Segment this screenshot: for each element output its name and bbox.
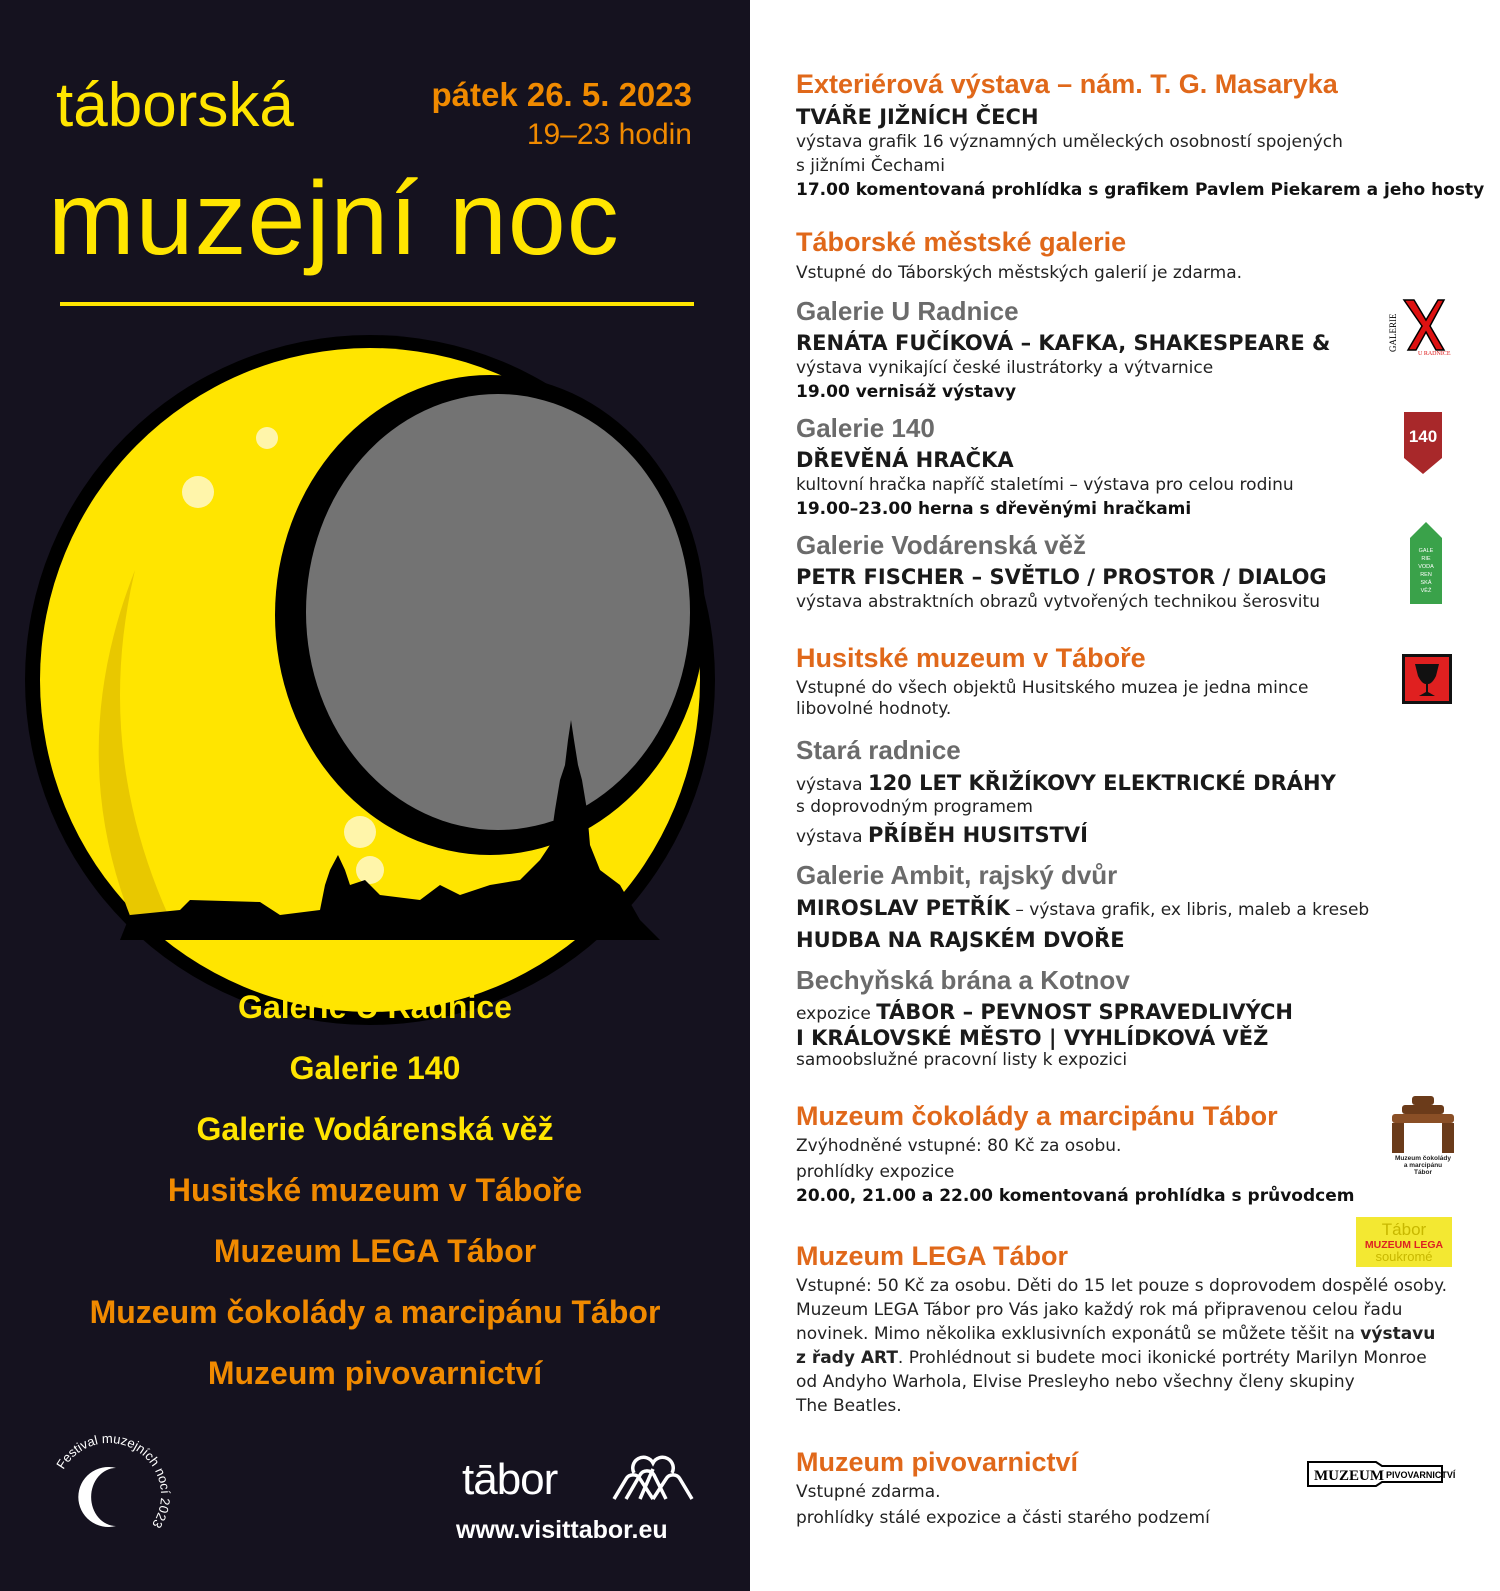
entry-note: Vstupné do Táborských městských galerií je zdarma. [796,263,1243,283]
svg-text:140: 140 [1408,427,1438,446]
venue-item: Muzeum pivovarnictví [207,1355,543,1391]
svg-text:REN: REN [1420,572,1432,578]
lega-text-line: Vstupné: 50 Kč za osobu. Děti do 15 let pouze s doprovodem dospělé osoby. [796,1276,1448,1296]
galerie-u-radnice-logo [1386,298,1451,357]
website-link[interactable]: www.visittabor.eu [456,1516,668,1544]
section-heading: Muzeum pivovarnictví [796,1447,1079,1477]
section-heading: Galerie Ambit, rajský dvůr [796,860,1118,890]
festival-logo [44,1430,174,1560]
muzeum-pivovarnictvi-logo [1306,1458,1456,1488]
tabor-logo-icon [612,1455,694,1501]
vodarenska-vez-logo [1410,522,1442,604]
exhibition-desc: prohlídky stálé expozice a části starého podzemí [796,1508,1210,1528]
section-city-galleries [796,226,1476,285]
event-date: pátek 26. 5. 2023 [431,76,692,113]
section-heading: Galerie 140 [796,413,935,443]
galerie-140-logo [1404,412,1442,474]
exhibition-desc: s doprovodným programem [796,797,1033,817]
exhibition-title: DŘEVĚNÁ HRAČKA [796,448,1014,472]
section-muzeum-cokolady [796,1100,1476,1208]
entry-note: Vstupné zdarma. [796,1482,941,1502]
moon-illustration [20,340,730,940]
svg-text:Tábor: Tábor [1381,1220,1427,1239]
venue-item: Galerie 140 [289,1050,461,1086]
exhibition-desc: výstava grafik 16 významných uměleckých osobností spojených [796,132,1343,152]
venue-item: Husitské muzeum v Táboře [167,1172,583,1208]
lega-text-line: The Beatles. [796,1396,902,1416]
venue-item: Galerie Vodárenská věž [196,1111,554,1147]
venue-item: Muzeum čokolády a marcipánu Tábor [89,1294,661,1330]
exhibition-title: TVÁŘE JIŽNÍCH ČECH [796,105,1039,129]
exhibition-desc: kultovní hračka napříč staletími – výstava pro celou rodinu [796,475,1294,495]
section-heading: Stará radnice [796,735,961,765]
exhibition-desc: samoobslužné pracovní listy k expozici [796,1050,1128,1070]
title-small: táborská [56,71,294,140]
muzeum-cokolady-logo [1388,1094,1458,1176]
exhibition-line: výstava PŘÍBĚH HUSITSTVÍ [796,823,1088,847]
exhibition-title: I KRÁLOVSKÉ MĚSTO | VYHLÍDKOVÁ VĚŽ [796,1026,1269,1050]
exhibition-desc: výstava abstraktních obrazů vytvořených technikou šerosvitu [796,592,1320,612]
section-heading: Táborské městské galerie [796,227,1127,257]
section-heading: Galerie Vodárenská věž [796,530,1087,560]
title-divider [60,302,694,306]
section-galerie-140 [796,413,1476,521]
lega-text-line: od Andyho Warhola, Elvise Presleyho nebo všechny členy skupiny [796,1372,1355,1392]
lega-text-line: Muzeum LEGA Tábor pro Vás jako každý rok má připravenou celou řadu [796,1300,1403,1320]
tabor-logo-text: tābor [462,1455,558,1504]
venue-list [0,989,750,1422]
exhibition-title: PETR FISCHER – SVĚTLO / PROSTOR / DIALOG [796,565,1327,589]
exhibition-desc: prohlídky expozice [796,1162,955,1182]
event-time: 20.00, 21.00 a 22.00 komentovaná prohlídka s průvodcem [796,1186,1355,1206]
exhibition-line: výstava 120 LET KŘIŽÍKOVY ELEKTRICKÉ DRÁHY [796,771,1336,795]
svg-text:GALERIE: GALERIE [1388,313,1398,352]
svg-text:MUZEUM: MUZEUM [1314,1468,1384,1484]
exhibition-desc: s jižními Čechami [796,156,945,176]
section-vodarenska-vez [796,530,1476,614]
event-time: 19.00–23.00 herna s dřevěnými hračkami [796,499,1192,519]
svg-text:Festival muzejních nocí 2023: Festival muzejních nocí 2023 [53,1430,174,1531]
svg-text:Muzeum čokolády: Muzeum čokolády [1395,1155,1451,1162]
exhibition-desc: výstava vynikající české ilustrátorky a výtvarnice [796,358,1214,378]
svg-text:RIE: RIE [1421,556,1431,562]
husitske-muzeum-logo [1402,654,1452,704]
svg-text:MUZEUM LEGA: MUZEUM LEGA [1364,1239,1444,1251]
event-hours: 19–23 hodin [526,118,692,151]
exhibition-line: MIROSLAV PETŘÍK – výstava grafik, ex libris, maleb a kreseb [796,896,1370,920]
title-main: muzejní noc [48,161,620,277]
svg-text:PIVOVARNICTVÍ: PIVOVARNICTVÍ [1386,1470,1456,1480]
section-stara-radnice [796,735,1476,850]
section-galerie-ambit [796,860,1476,953]
event-time: 17.00 komentovaná prohlídka s grafikem Pavlem Piekarem a jeho hosty [796,180,1485,200]
section-exterior [796,68,1485,202]
svg-text:Tábor: Tábor [1413,1169,1433,1176]
lega-text-line: novinek. Mimo několika exklusivních exponátů se můžete těšit na výstavu [796,1324,1436,1344]
section-heading: Galerie U Radnice [796,296,1019,326]
section-heading: Husitské muzeum v Táboře [796,643,1146,673]
svg-text:VODA: VODA [1418,564,1434,570]
entry-note: Vstupné do všech objektů Husitského muzea je jedna mince [796,678,1309,698]
svg-text:VĚŽ: VĚŽ [1420,588,1432,594]
section-galerie-u-radnice [796,296,1476,404]
entry-note: libovolné hodnoty. [796,699,952,719]
venue-item: Muzeum LEGA Tábor [213,1233,537,1269]
lega-text-line: z řady ART. Prohlédnout si budete moci ikonické portréty Marilyn Monroe [796,1348,1427,1368]
svg-text:soukromé: soukromé [1375,1249,1433,1264]
section-heading: Muzeum čokolády a marcipánu Tábor [796,1101,1278,1131]
muzeum-lega-logo [1356,1217,1452,1267]
entry-note: Zvýhodněné vstupné: 80 Kč za osobu. [796,1136,1122,1156]
section-heading: Muzeum LEGA Tábor [796,1241,1069,1271]
right-panel [796,0,1485,1591]
venue-item: Galerie U Radnice [238,989,512,1025]
section-bechynska-brana [796,965,1476,1070]
svg-text:U RADNICE: U RADNICE [1418,351,1451,357]
section-heading: Bechyňská brána a Kotnov [796,965,1130,995]
svg-text:a marcipánu: a marcipánu [1403,1162,1443,1169]
event-time: 19.00 vernisáž výstavy [796,382,1017,402]
exhibition-title: RENÁTA FUČÍKOVÁ – KAFKA, SHAKESPEARE & [796,331,1331,355]
svg-text:GALE: GALE [1418,548,1434,554]
section-husitske-muzeum [796,642,1476,718]
exhibition-line: expozice TÁBOR – PEVNOST SPRAVEDLIVÝCH [796,1000,1293,1024]
section-heading: Exteriérová výstava – nám. T. G. Masaryka [796,69,1338,99]
exhibition-title: HUDBA NA RAJSKÉM DVOŘE [796,928,1125,952]
svg-text:SKÁ: SKÁ [1420,580,1432,586]
